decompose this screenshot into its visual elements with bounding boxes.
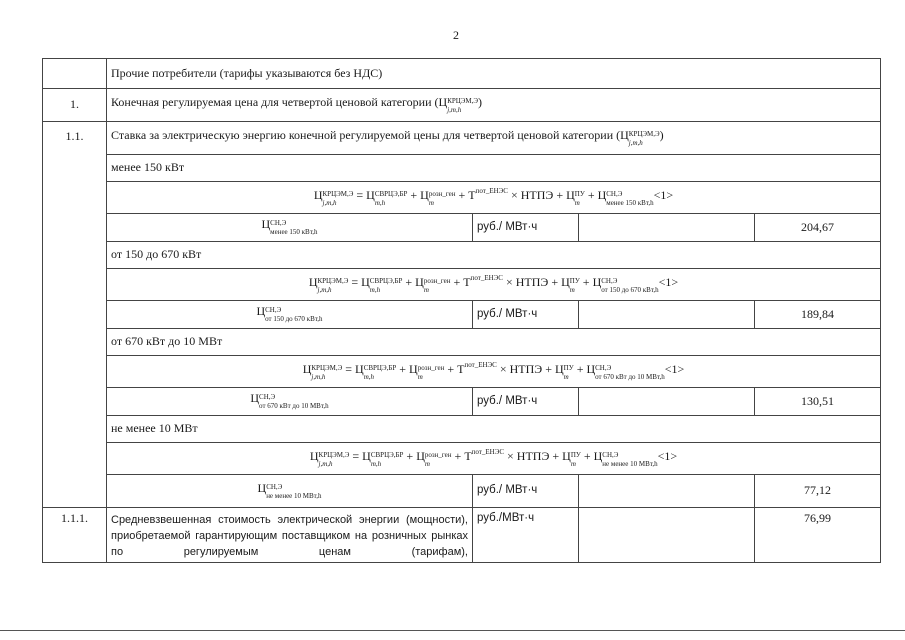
empty-cell — [579, 214, 755, 242]
unit-label: руб./ МВт·ч — [473, 301, 579, 329]
empty-cell — [579, 301, 755, 329]
table-row-header — [43, 59, 881, 89]
component-symbol: Ц СН,Э от 150 до 670 кВт,h — [107, 301, 473, 329]
tariff-value: 76,99 — [755, 508, 881, 563]
segment-label: от 670 кВт до 10 МВт — [107, 329, 881, 356]
table-row-1 — [43, 89, 881, 122]
segment-formula-row — [43, 356, 881, 388]
segment-value-row — [43, 475, 881, 508]
segment-label-row — [43, 242, 881, 269]
empty-cell — [579, 475, 755, 508]
segment-formula-row — [43, 269, 881, 301]
page-number: 2 — [453, 28, 459, 42]
segment-label-row — [43, 155, 881, 182]
row-number — [43, 59, 107, 89]
unit-label: руб./ МВт·ч — [473, 388, 579, 416]
tariff-value: 77,12 — [755, 475, 881, 508]
unit-label: руб./МВт·ч — [473, 508, 579, 563]
price-superscript: КРЦЭМ,Э j,m,h — [447, 96, 479, 114]
segment-formula: Ц КРЦЭМ,Э j,m,h = Ц СВРЦЭ,БР m,h + Ц розн_ген m + $T^{пот\_ЕНЭС}$ × НТПЭ + Ц ПУ m + Ц СН,Э менее 150 кВт,h <1> — [107, 182, 881, 214]
tariff-table — [42, 58, 881, 563]
row-text: Средневзвешенная стоимость электрической энергии (мощности), приобретаемой гарантирующим поставщиком на розничных рынках по регулируемым ценам (тарифам), — [107, 508, 473, 563]
empty-cell — [579, 508, 755, 563]
segment-formula: Ц КРЦЭМ,Э j,m,h = Ц СВРЦЭ,БР m,h + Ц розн_ген m + $T^{пот\_ЕНЭС}$ × НТПЭ + Ц ПУ m + Ц СН,Э от 670 кВт до 10 МВт,h <1> — [107, 356, 881, 388]
segment-label: от 150 до 670 кВт — [107, 242, 881, 269]
row-text-main: Конечная регулируемая цена для четвертой ценовой категории (Ц — [111, 94, 448, 109]
unit-label: руб./ МВт·ч — [473, 214, 579, 242]
row-number: 1. — [43, 89, 107, 122]
segment-value-row — [43, 388, 881, 416]
tariff-value: 204,67 — [755, 214, 881, 242]
row-text: Конечная регулируемая цена для четвертой ценовой категории (Ц КРЦЭМ,Э j,m,h ) — [107, 89, 881, 122]
row-number: 1.1. — [43, 122, 107, 508]
component-symbol: Ц СН,Э от 670 кВт до 10 МВт,h — [107, 388, 473, 416]
price-superscript: КРЦЭМ,Э j,m,h — [628, 129, 660, 147]
segment-formula: Ц КРЦЭМ,Э j,m,h = Ц СВРЦЭ,БР m,h + Ц розн_ген m + $T^{пот\_ЕНЭС}$ × НТПЭ + Ц ПУ m + Ц СН,Э от 150 до 670 кВт,h <1> — [107, 269, 881, 301]
empty-cell — [579, 388, 755, 416]
segment-value-row — [43, 301, 881, 329]
component-symbol: Ц СН,Э менее 150 кВт,h — [107, 214, 473, 242]
tariff-value: 189,84 — [755, 301, 881, 329]
section-heading: Прочие потребители (тарифы указываются без НДС) — [107, 59, 881, 89]
segment-value-row — [43, 214, 881, 242]
row-text-main: Ставка за электрическую энергию конечной регулируемой цены для четвертой ценовой категории (Ц — [111, 127, 629, 142]
unit-label: руб./ МВт·ч — [473, 475, 579, 508]
row-number: 1.1.1. — [43, 508, 107, 563]
scan-edge-line — [0, 630, 905, 631]
row-text: Ставка за электрическую энергию конечной регулируемой цены для четвертой ценовой категории (Ц КРЦЭМ,Э j,m,h ) — [107, 122, 881, 155]
table-row-1-1 — [43, 122, 881, 155]
segment-label-row — [43, 416, 881, 443]
segment-formula-row — [43, 182, 881, 214]
tariff-value: 130,51 — [755, 388, 881, 416]
segment-label: не менее 10 МВт — [107, 416, 881, 443]
component-symbol: Ц СН,Э не менее 10 МВт,h — [107, 475, 473, 508]
segment-formula: Ц КРЦЭМ,Э j,m,h = Ц СВРЦЭ,БР m,h + Ц розн_ген m + $T^{пот\_ЕНЭС}$ × НТПЭ + Ц ПУ m + Ц СН,Э не менее 10 МВт,h <1> — [107, 443, 881, 475]
segment-label-row — [43, 329, 881, 356]
segment-formula-row — [43, 443, 881, 475]
table-row-1-1-1 — [43, 508, 881, 563]
segment-label: менее 150 кВт — [107, 155, 881, 182]
